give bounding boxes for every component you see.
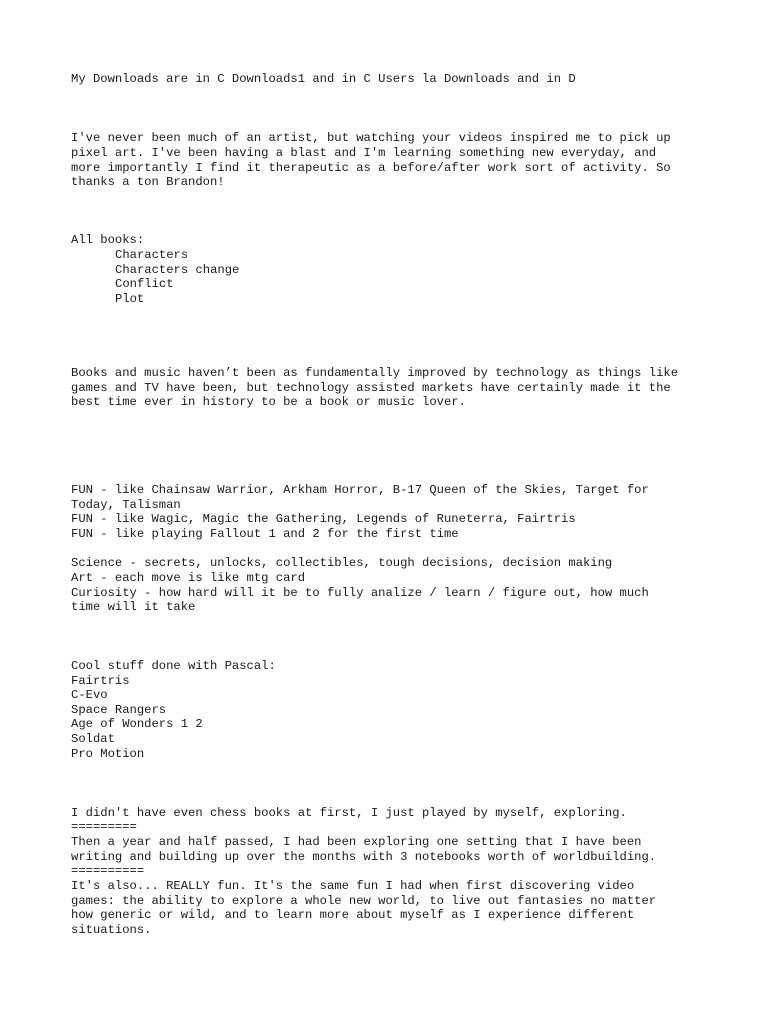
pascal-item: Space Rangers bbox=[71, 703, 167, 717]
pixel-art-line: more importantly I find it therapeutic as a before/after work sort of activity. So bbox=[71, 161, 671, 175]
fun-line: Today, Talisman bbox=[71, 498, 181, 512]
books-item: Characters bbox=[115, 248, 189, 262]
books-heading: All books: bbox=[71, 233, 145, 247]
separator: ========= bbox=[71, 820, 137, 834]
pascal-item: Soldat bbox=[71, 732, 115, 746]
story-line: how generic or wild, and to learn more about myself as I experience different bbox=[71, 908, 635, 922]
fun-line: FUN - like Wagic, Magic the Gathering, Legends of Runeterra, Fairtris bbox=[71, 512, 576, 526]
science-line: Curiosity - how hard will it be to fully analize / learn / figure out, how much bbox=[71, 586, 649, 600]
pascal-item: C-Evo bbox=[71, 688, 108, 702]
separator: ========== bbox=[71, 864, 145, 878]
science-line: time will it take bbox=[71, 600, 196, 614]
story-line: games: the ability to explore a whole new world, to live out fantasies no matter bbox=[71, 894, 657, 908]
science-line: Science - secrets, unlocks, collectibles, tough decisions, decision making bbox=[71, 556, 613, 570]
pascal-item: Fairtris bbox=[71, 674, 130, 688]
story-line: I didn't have even chess books at first, I just played by myself, exploring. bbox=[71, 806, 627, 820]
story-line: It's also... REALLY fun. It's the same fun I had when first discovering video bbox=[71, 879, 635, 893]
pixel-art-line: thanks a ton Brandon! bbox=[71, 175, 225, 189]
books-music-line: games and TV have been, but technology assisted markets have certainly made it the bbox=[71, 381, 671, 395]
books-item: Conflict bbox=[115, 277, 174, 291]
fun-line: FUN - like playing Fallout 1 and 2 for the first time bbox=[71, 527, 459, 541]
fun-line: FUN - like Chainsaw Warrior, Arkham Horror, B-17 Queen of the Skies, Target for bbox=[71, 483, 649, 497]
downloads-note: My Downloads are in C Downloads1 and in C Users la Downloads and in D bbox=[71, 72, 576, 86]
books-item: Characters change bbox=[115, 263, 240, 277]
pascal-heading: Cool stuff done with Pascal: bbox=[71, 659, 276, 673]
pixel-art-line: pixel art. I've been having a blast and I'm learning something new everyday, and bbox=[71, 146, 657, 160]
story-line: situations. bbox=[71, 923, 152, 937]
pascal-item: Pro Motion bbox=[71, 747, 145, 761]
story-line: writing and building up over the months with 3 notebooks worth of worldbuilding. bbox=[71, 850, 657, 864]
story-line: Then a year and half passed, I had been exploring one setting that I have been bbox=[71, 835, 642, 849]
books-music-line: best time ever in history to be a book or music lover. bbox=[71, 395, 466, 409]
pixel-art-line: I've never been much of an artist, but watching your videos inspired me to pick up bbox=[71, 131, 671, 145]
pascal-item: Age of Wonders 1 2 bbox=[71, 717, 203, 731]
books-music-line: Books and music haven’t been as fundamentally improved by technology as things like bbox=[71, 366, 679, 380]
science-line: Art - each move is like mtg card bbox=[71, 571, 306, 585]
books-item: Plot bbox=[115, 292, 145, 306]
